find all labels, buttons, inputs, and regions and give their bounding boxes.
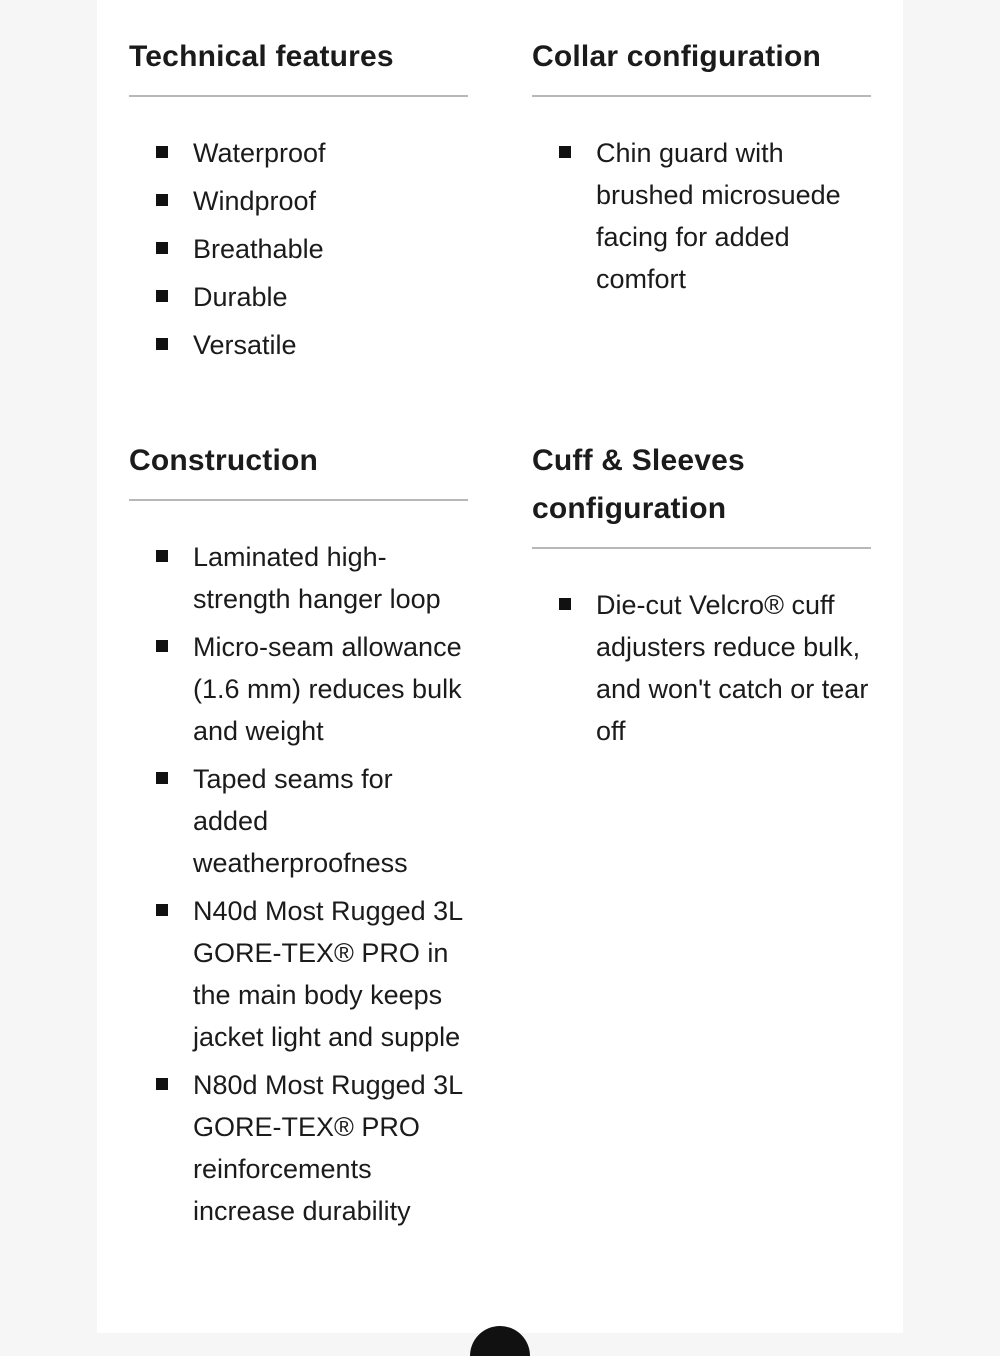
list-item-text: N40d Most Rugged 3L GORE-TEX® PRO in the main body keeps jacket light and supple: [193, 896, 463, 1052]
product-details-card: [97, 0, 903, 1333]
construction-section: [129, 404, 468, 1238]
square-bullet-icon: [156, 1078, 168, 1090]
cuff-sleeves-configuration-list: [532, 549, 871, 752]
square-bullet-icon: [156, 338, 168, 350]
section-title-technical-features: Technical features: [129, 0, 468, 97]
list-item: [129, 1064, 468, 1232]
technical-features-section: [129, 0, 468, 372]
list-item: [129, 626, 468, 752]
list-item: [129, 276, 468, 318]
collar-configuration-list: [532, 97, 871, 300]
list-item-text: Laminated high-strength hanger loop: [193, 542, 441, 614]
square-bullet-icon: [156, 242, 168, 254]
square-bullet-icon: [156, 904, 168, 916]
list-item: [129, 180, 468, 222]
list-item-text: Windproof: [193, 186, 317, 216]
list-item-text: Breathable: [193, 234, 324, 264]
section-title-cuff-sleeves-configuration: Cuff & Sleeves configuration: [532, 404, 871, 549]
list-item-text: Waterproof: [193, 138, 326, 168]
square-bullet-icon: [156, 146, 168, 158]
list-item: [129, 758, 468, 884]
list-item-text: Versatile: [193, 330, 297, 360]
list-item: [129, 132, 468, 174]
list-item-text: Micro-seam allowance (1.6 mm) reduces bulk and weight: [193, 632, 462, 746]
list-item: [129, 890, 468, 1058]
list-item-text: Die-cut Velcro® cuff adjusters reduce bulk, and won't catch or tear off: [596, 590, 869, 746]
square-bullet-icon: [156, 640, 168, 652]
list-item-text: Taped seams for added weatherproofness: [193, 764, 408, 878]
cuff-sleeves-configuration-section: [532, 404, 871, 758]
list-item: [129, 324, 468, 366]
section-title-construction: Construction: [129, 404, 468, 501]
list-item-text: Chin guard with brushed microsuede facing for added comfort: [596, 138, 841, 294]
square-bullet-icon: [156, 194, 168, 206]
list-item-text: Durable: [193, 282, 288, 312]
list-item: [532, 584, 871, 752]
list-item: [129, 228, 468, 270]
square-bullet-icon: [559, 598, 571, 610]
square-bullet-icon: [156, 550, 168, 562]
square-bullet-icon: [559, 146, 571, 158]
collar-configuration-section: [532, 0, 871, 306]
technical-features-list: [129, 97, 468, 366]
list-item-text: N80d Most Rugged 3L GORE-TEX® PRO reinforcements increase durability: [193, 1070, 463, 1226]
construction-list: [129, 501, 468, 1232]
list-item: [129, 536, 468, 620]
square-bullet-icon: [156, 290, 168, 302]
square-bullet-icon: [156, 772, 168, 784]
list-item: [532, 132, 871, 300]
section-title-collar-configuration: Collar configuration: [532, 0, 871, 97]
